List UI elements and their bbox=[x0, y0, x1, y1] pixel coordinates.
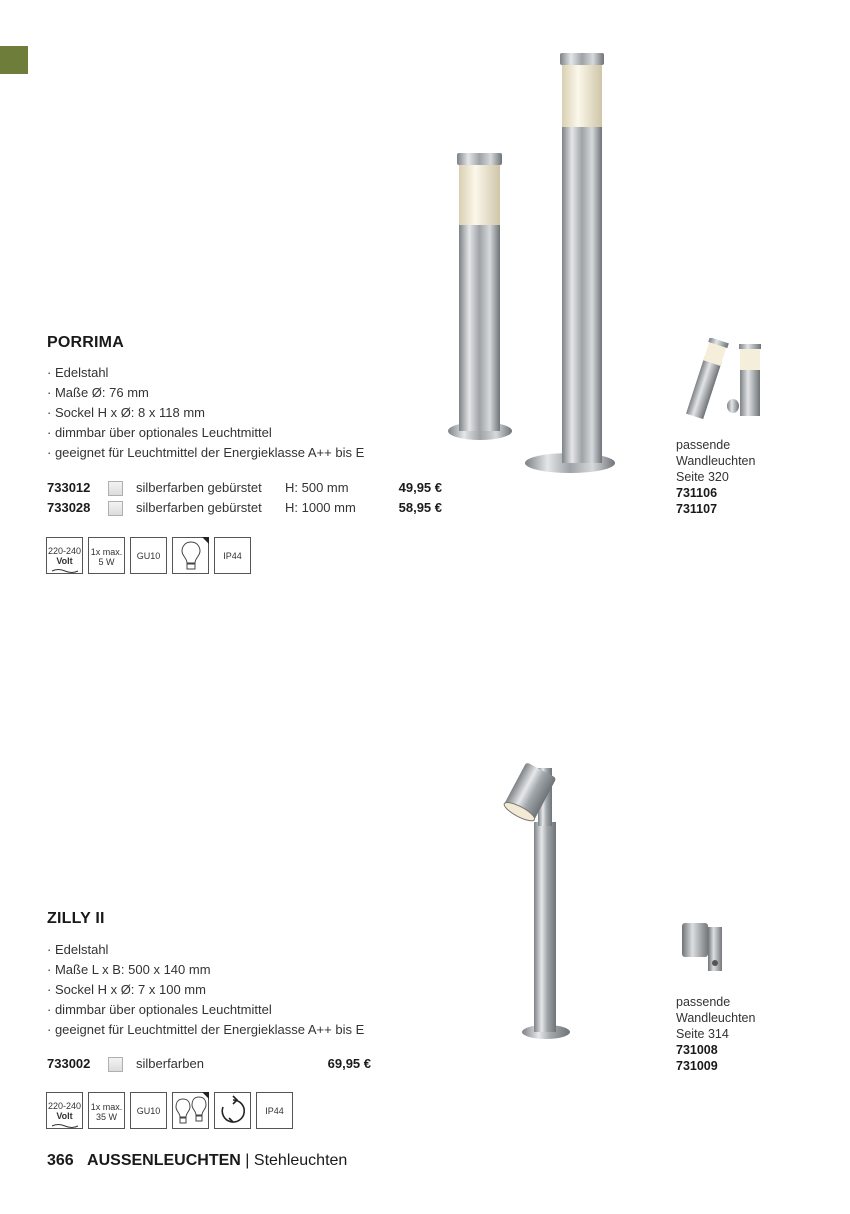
related-label: passende bbox=[676, 995, 731, 1009]
wave-icon bbox=[50, 1123, 80, 1129]
related-article-number: 731107 bbox=[676, 502, 718, 516]
section-color-tab bbox=[0, 46, 28, 74]
article-number: 733012 bbox=[47, 480, 91, 495]
feature-item: · Maße L x B: 500 x 140 mm bbox=[47, 960, 364, 980]
zilly-product-image bbox=[500, 760, 580, 1045]
voltage-value: 220-240 bbox=[47, 546, 82, 556]
bulb-count: 1x max. bbox=[90, 1102, 123, 1112]
ip-rating: IP44 bbox=[265, 1106, 284, 1116]
related-article-number: 731106 bbox=[676, 486, 718, 500]
price: 69,95 € bbox=[327, 1056, 371, 1071]
page-number: 366 bbox=[47, 1152, 74, 1169]
feature-list bbox=[47, 363, 364, 463]
porrima-product-image bbox=[440, 45, 630, 477]
bulb-watt: 35 W bbox=[95, 1112, 117, 1122]
voltage-icon bbox=[46, 1092, 83, 1129]
related-label: Wandleuchten bbox=[676, 1011, 756, 1025]
price: 49,95 € bbox=[398, 480, 442, 495]
color-swatch bbox=[108, 501, 123, 516]
color-swatch bbox=[108, 1057, 123, 1072]
bulb-icon bbox=[180, 540, 202, 572]
price: 58,95 € bbox=[398, 500, 442, 515]
spec-icons bbox=[46, 1092, 296, 1130]
product-title: PORRIMA bbox=[47, 334, 124, 351]
variant-row bbox=[47, 480, 442, 500]
related-wall-light-image bbox=[678, 917, 726, 975]
feature-list bbox=[47, 940, 364, 1040]
color-name: silberfarben gebürstet bbox=[136, 480, 262, 495]
separator: | bbox=[245, 1152, 250, 1169]
feature-item: · geeignet für Leuchtmittel der Energieklasse A++ bis E bbox=[47, 443, 364, 463]
height-value: H: 1000 mm bbox=[285, 500, 356, 515]
color-swatch bbox=[108, 481, 123, 496]
spec-icons bbox=[46, 537, 256, 575]
feature-item: · dimmbar über optionales Leuchtmittel bbox=[47, 1000, 364, 1020]
wattage-icon bbox=[88, 1092, 125, 1129]
related-page-ref: Seite 320 bbox=[676, 470, 729, 484]
variant-row bbox=[47, 1056, 371, 1076]
bulbs-icon bbox=[174, 1095, 208, 1127]
adjustable-head-icon bbox=[214, 1092, 251, 1129]
feature-item: · Sockel H x Ø: 7 x 100 mm bbox=[47, 980, 364, 1000]
color-name: silberfarben gebürstet bbox=[136, 500, 262, 515]
socket-icon bbox=[130, 1092, 167, 1129]
voltage-unit: Volt bbox=[56, 1111, 73, 1121]
corner-marker-icon bbox=[202, 1092, 209, 1099]
socket-type: GU10 bbox=[136, 1106, 161, 1116]
related-products bbox=[676, 994, 755, 1074]
feature-item: · Sockel H x Ø: 8 x 118 mm bbox=[47, 403, 364, 423]
related-wall-lights-image bbox=[676, 338, 766, 424]
page-footer bbox=[47, 1152, 347, 1170]
height-value: H: 500 mm bbox=[285, 480, 349, 495]
voltage-icon bbox=[46, 537, 83, 574]
related-article-number: 731008 bbox=[676, 1043, 718, 1057]
voltage-value: 220-240 bbox=[47, 1101, 82, 1111]
related-page-ref: Seite 314 bbox=[676, 1027, 729, 1041]
related-article-number: 731009 bbox=[676, 1059, 718, 1073]
wave-icon bbox=[50, 568, 80, 574]
related-label: passende bbox=[676, 438, 731, 452]
wattage-icon bbox=[88, 537, 125, 574]
product-title: ZILLY II bbox=[47, 910, 105, 927]
socket-type: GU10 bbox=[136, 551, 161, 561]
halogen-led-bulb-icon bbox=[172, 1092, 209, 1129]
feature-item: · geeignet für Leuchtmittel der Energieklasse A++ bis E bbox=[47, 1020, 364, 1040]
article-number: 733002 bbox=[47, 1056, 91, 1071]
rotate-icon bbox=[218, 1095, 248, 1127]
socket-icon bbox=[130, 537, 167, 574]
feature-item: · dimmbar über optionales Leuchtmittel bbox=[47, 423, 364, 443]
feature-item: · Edelstahl bbox=[47, 363, 364, 383]
led-bulb-icon bbox=[172, 537, 209, 574]
section-title: AUSSENLEUCHTEN bbox=[87, 1152, 241, 1169]
bulb-watt: 5 W bbox=[98, 557, 115, 567]
ip-rating-icon bbox=[214, 537, 251, 574]
feature-item: · Edelstahl bbox=[47, 940, 364, 960]
subsection-title: Stehleuchten bbox=[253, 1152, 348, 1169]
article-number: 733028 bbox=[47, 500, 91, 515]
corner-marker-icon bbox=[202, 537, 209, 544]
variant-row bbox=[47, 500, 442, 520]
voltage-unit: Volt bbox=[56, 556, 73, 566]
feature-item: · Maße Ø: 76 mm bbox=[47, 383, 364, 403]
bulb-count: 1x max. bbox=[90, 547, 123, 557]
related-products bbox=[676, 437, 755, 517]
ip-rating: IP44 bbox=[223, 551, 242, 561]
ip-rating-icon bbox=[256, 1092, 293, 1129]
color-name: silberfarben bbox=[136, 1056, 204, 1071]
related-label: Wandleuchten bbox=[676, 454, 756, 468]
